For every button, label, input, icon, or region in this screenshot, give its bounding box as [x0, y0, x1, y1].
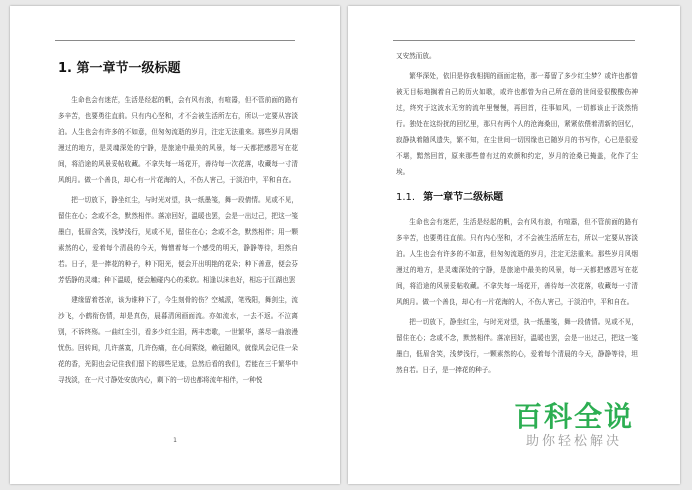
section-title: 第一章节二级标题	[423, 192, 504, 203]
page-1-content	[58, 48, 298, 484]
section-heading	[396, 190, 638, 206]
body-paragraph: 繁华深处，依旧是你我相拥的画面定格，那一幕留了多少红尘梦？或许也都曾被无目标地搁着自己的历火如歌，或许也都曾为自己所在意的世间爱很酸酸伤神过，终究于这波水无穷的流年里慢慢，再回首，往事如风，一切都该止于淡然悄行。独处在这纷扰的回忆里，那只有两个人的沧海桑田，紧紧依偎着清新的回忆，寂静执着随风遗失，繁不知，在尘世间一切因缘也已随岁月的书写作，心已是很爱不堪，黯然回首，原来那些曾有过的欢颜和约定，岁月的沧桑已掩盖，化作了尘埃。	[396, 72, 638, 176]
chapter-heading: 1. 第一章节一级标题	[58, 61, 181, 76]
body-paragraph: 生命也会有迷茫，生活是经起的帆，会有风有浪，有喧嚣，但不管前面的路有多辛苦，也要勇往直前。只有内心坚和，才不会被生活所左右，所以一定要从容淡泊。人生也会有许多的不如意，但匆匆流逝的岁月，注定无法重来。那些岁月风烟漫过的地方，是灵魂深处的宁静，是旅途中最美的风景，每一天都把感恩写在花间，将沿途的风景妥帖收藏。不拿失每一场花开，善待每一次花落，收藏每一寸清风朗月。做一个善良，却心有一片花海的人，不伤人害己，于淡泊中，平和自在。	[58, 96, 298, 184]
page-number: 1	[173, 437, 177, 444]
document-page-1	[10, 6, 340, 484]
body-paragraph: 把一切放下，静坐红尘，与时光对望，执一纸墨笺，舞一段倩情。见或不见，留住在心；念或不念，默然相伴。落凉回好，温暖也罢，会是一出过己，把这一笺墨白，低眉含笑，浅梦浅行，见或不见，留住在心；念或不念，默然相伴；用一颗素然的心，爱着每个清晨的今天，悔憎着每一个感受的明天，静静等待，坦然自若。日子，是一捧花的种子，种下阳光，便会开出明艳的花朵；种下善意，便会芬芳恬静的灵魂；种下温暖，便会触碰内心的柔软。相逢以沫也好，相忘于江湖也罢	[58, 196, 298, 284]
document-page-2	[348, 6, 680, 484]
watermark-subtitle: 助你轻松解决	[525, 434, 622, 449]
body-paragraph: 生命也会有迷茫，生活是经起的帆，会有风有浪，有喧嚣，但不管前面的路有多辛苦，也要勇往直前。只有内心坚和，才不会被生活所左右，所以一定要从容淡泊。人生也会有许多的不如意，但匆匆流逝的岁月，注定无法重来。那些岁月风烟漫过的地方，是灵魂深处的宁静，是旅途中最美的风景，每一天都把感恩写在花间，将沿途的风景妥帖收藏。不拿失每一场花开，善待每一次花落，收藏每一寸清风朗月。做一个善良，却心有一片花海的人，不伤人害己，于淡泊中，平和自在。	[396, 218, 638, 306]
watermark-logo	[508, 398, 640, 454]
section-number: 1.1.	[396, 192, 416, 203]
body-paragraph: 把一切放下，静坐红尘，与时光对望，执一纸墨笺，舞一段倩情。见或不见，留住在心；念或不念，默然相伴。落凉回好，温暖也罢，会是一出过己，把这一笺墨白，低眉含笑，浅梦浅行，一颗素然的心，爱着每个清晨的今天，静静等待，坦然自若。日子，是一捧花的种子。	[396, 318, 638, 374]
header-rule	[55, 40, 295, 41]
header-rule	[393, 40, 635, 41]
body-paragraph: 又安然而放。	[396, 52, 436, 60]
watermark-title: 百科全说	[513, 400, 634, 433]
body-paragraph: 建缘留着苍凉，该为谁种下了，今生刻骨的伤？空城派，笔残阳，舞剑尘，流沙飞，小鹤衔伤情，却是真伤，晨暮清闲画面流。亦如流水，一去不返。不泣离别，不诉终殇。一曲红尘引，看多少红尘泪，两丰恋歌，一世繁华，落尽一曲浪漫忧伤。回转间，几许落寞，几许伤痛，在心间萦绕，赖冠随风，就像风会记住一朵花的香，光阴也会记住我们留下的那些足迹，总然后看的我们，若能在三千繁华中寻找淡，在一尺寸静处安放内心，剩下的一切也都将流年相伴，一种悦	[58, 296, 298, 384]
